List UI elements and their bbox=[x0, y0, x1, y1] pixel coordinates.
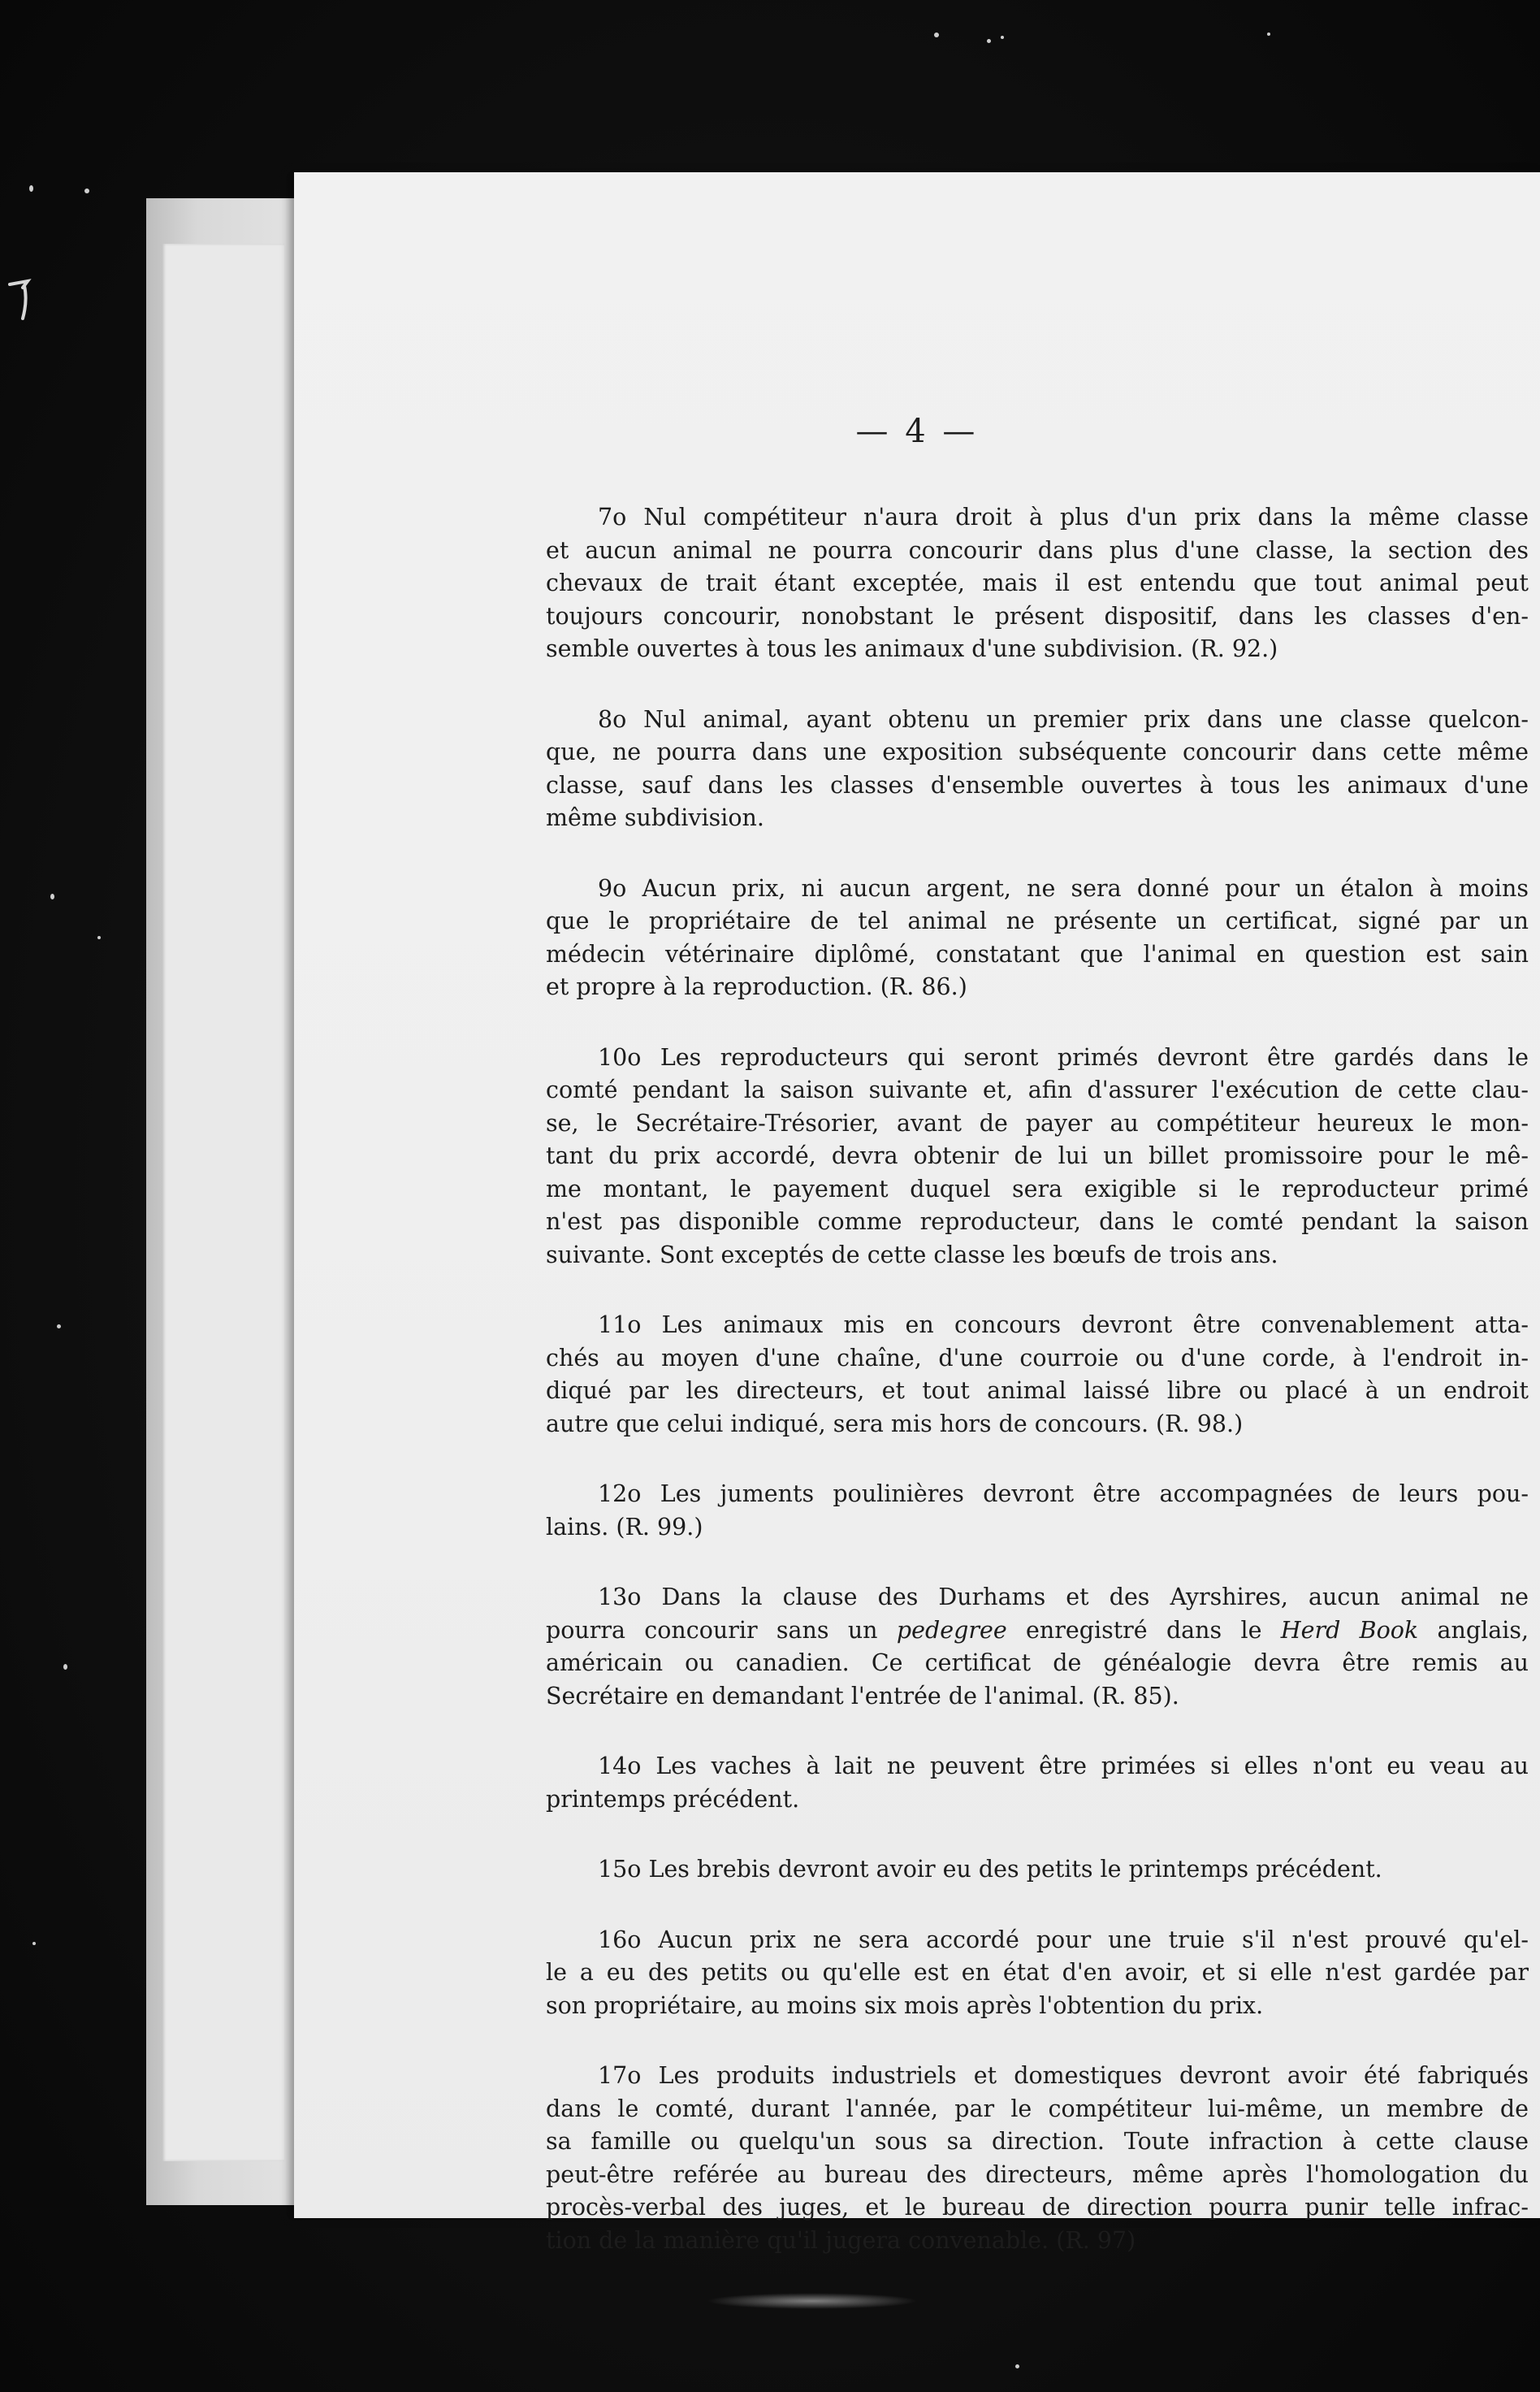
text-line: sa famille ou quelqu'un sous sa direction. Toute infraction à cette clause bbox=[546, 2128, 1529, 2155]
dust-speck bbox=[1267, 32, 1270, 36]
text-line: que, ne pourra dans une exposition subséquente concourir dans cette même bbox=[546, 739, 1529, 765]
text-line: et aucun animal ne pourra concourir dans plus d'une classe, la section des bbox=[546, 536, 1529, 564]
text-line: classe, sauf dans les classes d'ensemble ouvertes à tous les animaux d'une bbox=[546, 771, 1529, 799]
text-line: 12o Les juments poulinières devront être accompagnées de leurs pou- bbox=[598, 1480, 1529, 1507]
text-line: suivante. Sont exceptés de cette classe les bœufs de trois ans. bbox=[546, 1241, 1278, 1268]
article-paragraph bbox=[546, 1853, 1529, 1887]
text-line: et propre à la reproduction. (R. 86.) bbox=[546, 973, 967, 1000]
text-line: Secrétaire en demandant l'entrée de l'animal. (R. 85). bbox=[546, 1682, 1179, 1710]
dust-speck bbox=[32, 1942, 36, 1945]
text-line: comté pendant la saison suivante et, afin d'assurer l'exécution de cette clau- bbox=[546, 1077, 1529, 1103]
text-line: 13o Dans la clause des Durhams et des Ayrshires, aucun animal ne bbox=[598, 1584, 1529, 1610]
dust-speck bbox=[934, 32, 939, 37]
text-line: dans le comté, durant l'année, par le compétiteur lui-même, un membre de bbox=[546, 2095, 1529, 2122]
text-line: 16o Aucun prix ne sera accordé pour une truie s'il n'est prouvé qu'el- bbox=[598, 1926, 1529, 1953]
dust-speck bbox=[97, 936, 101, 939]
text-line: se, le Secrétaire-Trésorier, avant de payer au compétiteur heureux le mon- bbox=[546, 1109, 1529, 1137]
text-line: peut-être reférée au bureau des directeurs, même après l'homologation du bbox=[546, 2160, 1529, 2188]
page-body bbox=[546, 501, 1529, 2294]
text-line: toujours concourir, nonobstant le présent dispositif, dans les classes d'en- bbox=[546, 602, 1529, 630]
page-number: — 4 — bbox=[855, 413, 979, 450]
article-paragraph bbox=[546, 1581, 1529, 1713]
article-paragraph bbox=[546, 1924, 1529, 2023]
dust-speck bbox=[50, 894, 54, 899]
bottom-smudge bbox=[707, 2293, 918, 2309]
text-line: tant du prix accordé, devra obtenir de lui un billet promissoire pour le mê- bbox=[546, 1142, 1529, 1169]
text-line: même subdivision. bbox=[546, 804, 764, 831]
back-sheet-inner bbox=[162, 244, 284, 2161]
article-paragraph bbox=[546, 1478, 1529, 1544]
article-paragraph bbox=[546, 704, 1529, 835]
text-line: son propriétaire, au moins six mois après l'obtention du prix. bbox=[546, 1991, 1264, 2019]
article-paragraph bbox=[546, 1042, 1529, 1272]
text-line: américain ou canadien. Ce certificat de généalogie devra être remis au bbox=[546, 1649, 1529, 1676]
dust-speck bbox=[84, 188, 89, 193]
text-line: chevaux de trait étant exceptée, mais il est entendu que tout animal peut bbox=[546, 570, 1529, 596]
text-line: diqué par les directeurs, et tout animal laissé libre ou placé à un endroit bbox=[546, 1377, 1529, 1404]
text-line: 14o Les vaches à lait ne peuvent être primées si elles n'ont eu veau au bbox=[598, 1753, 1529, 1779]
text-line: 8o Nul animal, ayant obtenu un premier prix dans une classe quelcon- bbox=[598, 705, 1529, 733]
text-line: 10o Les reproducteurs qui seront primés devront être gardés dans le bbox=[598, 1043, 1529, 1071]
text-line: procès-verbal des juges, et le bureau de direction pourra punir telle infrac- bbox=[546, 2194, 1529, 2221]
dust-speck bbox=[987, 39, 991, 43]
dust-speck bbox=[1015, 2364, 1019, 2368]
article-paragraph bbox=[546, 873, 1529, 1004]
text-line: chés au moyen d'une chaîne, d'une courroie ou d'une corde, à l'endroit in- bbox=[546, 1344, 1529, 1372]
text-line: autre que celui indiqué, sera mis hors de concours. (R. 98.) bbox=[546, 1410, 1244, 1437]
text-line: n'est pas disponible comme reproducteur, dans le comté pendant la saison bbox=[546, 1208, 1529, 1235]
pencil-mark-icon bbox=[6, 276, 34, 323]
text-line: 7o Nul compétiteur n'aura droit à plus d'un prix dans la même classe bbox=[598, 504, 1529, 531]
article-paragraph bbox=[546, 1750, 1529, 1816]
dust-speck bbox=[63, 1664, 67, 1670]
text-line: médecin vétérinaire diplômé, constatant que l'animal en question est sain bbox=[546, 940, 1529, 968]
text-line: lains. (R. 99.) bbox=[546, 1513, 703, 1540]
dust-speck bbox=[57, 1324, 61, 1328]
article-paragraph bbox=[546, 1309, 1529, 1441]
article-paragraph bbox=[546, 2060, 1529, 2257]
article-paragraph bbox=[546, 501, 1529, 666]
text-line: 11o Les animaux mis en concours devront être convenablement atta- bbox=[598, 1311, 1529, 1338]
text-line: printemps précédent. bbox=[546, 1785, 800, 1813]
text-line: le a eu des petits ou qu'elle est en état d'en avoir, et si elle n'est gardée par bbox=[546, 1959, 1529, 1986]
text-line: tion de la manière qu'il jugera convenable. (R. 97) bbox=[546, 2226, 1136, 2254]
document-page bbox=[294, 172, 1540, 2254]
text-line: que le propriétaire de tel animal ne présente un certificat, signé par un bbox=[546, 908, 1529, 934]
dust-speck bbox=[29, 185, 33, 192]
text-line: 17o Les produits industriels et domestiques devront avoir été fabriqués bbox=[598, 2062, 1529, 2089]
text-line: 15o Les brebis devront avoir eu des petits le printemps précédent. bbox=[598, 1856, 1382, 1883]
text-line: me montant, le payement duquel sera exigible si le reproducteur primé bbox=[546, 1175, 1529, 1202]
dust-speck bbox=[1001, 36, 1004, 39]
text-line: 9o Aucun prix, ni aucun argent, ne sera donné pour un étalon à moins bbox=[598, 874, 1529, 902]
text-line: semble ouvertes à tous les animaux d'une subdivision. (R. 92.) bbox=[546, 635, 1278, 662]
text-line: pourra concourir sans un pedegree enregistré dans le Herd Book anglais, bbox=[546, 1616, 1529, 1644]
